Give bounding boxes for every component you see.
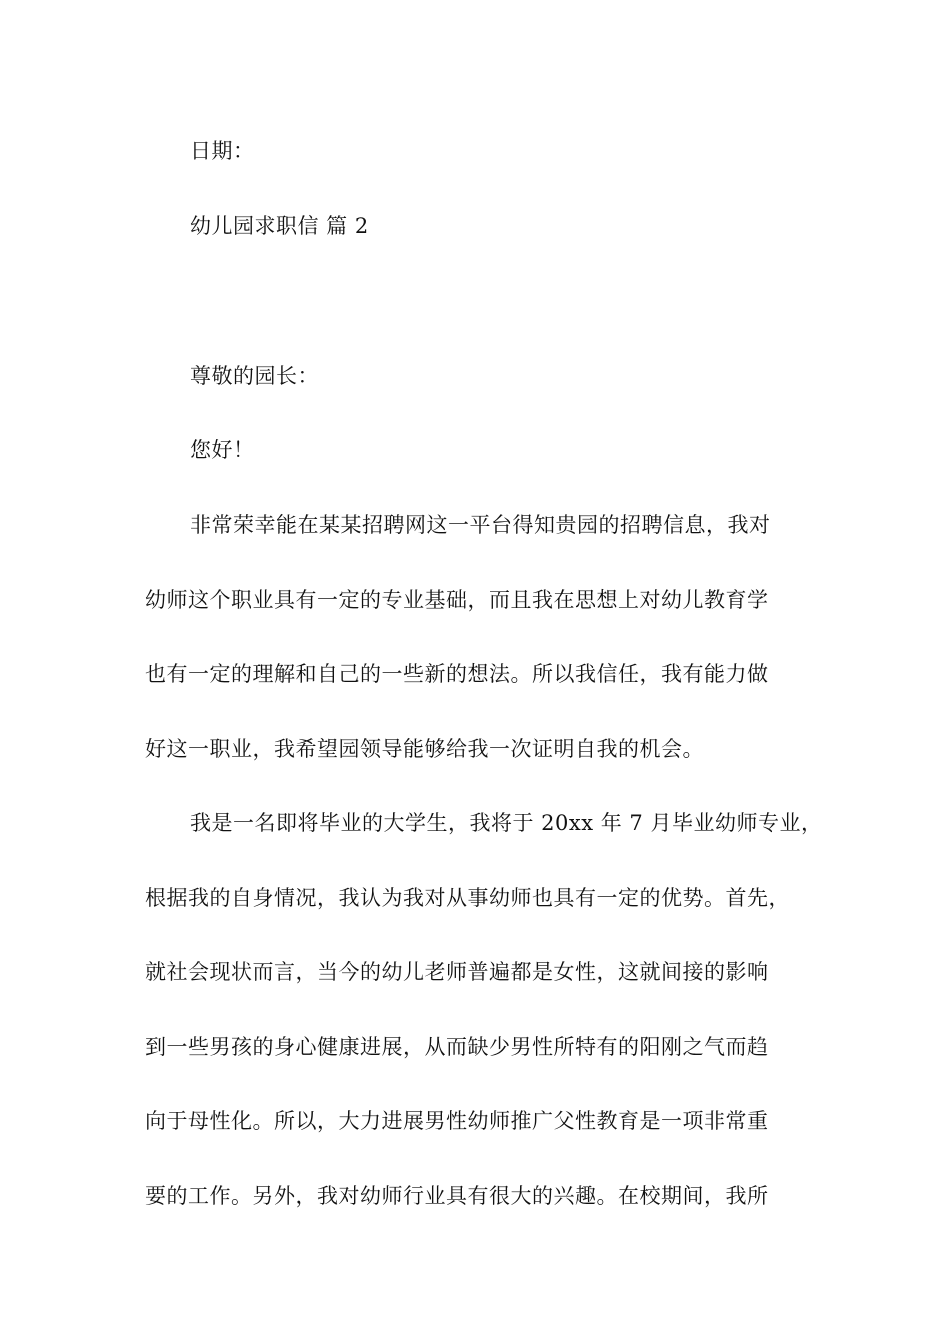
paragraph-2-line: 到一些男孩的身心健康进展，从而缺少男性所特有的阳刚之气而趋 xyxy=(145,1035,769,1059)
paragraph-2-line: 就社会现状而言，当今的幼儿老师普遍都是女性，这就间接的影响 xyxy=(145,960,769,984)
salutation: 尊敬的园长： xyxy=(190,364,319,388)
paragraph-2-line: 我是一名即将毕业的大学生，我将于 20xx 年 7 月毕业幼师专业， xyxy=(190,811,823,835)
date-label: 日期： xyxy=(190,139,255,163)
paragraph-1-line: 好这一职业，我希望园领导能够给我一次证明自我的机会。 xyxy=(145,737,704,761)
paragraph-1-line: 非常荣幸能在某某招聘网这一平台得知贵园的招聘信息，我对 xyxy=(190,513,771,537)
paragraph-1-line: 也有一定的理解和自己的一些新的想法。所以我信任，我有能力做 xyxy=(145,662,769,686)
paragraph-2-line: 根据我的自身情况，我认为我对从事幼师也具有一定的优势。首先， xyxy=(145,886,790,910)
paragraph-2-line: 向于母性化。所以，大力进展男性幼师推广父性教育是一项非常重 xyxy=(145,1109,769,1133)
paragraph-1-line: 幼师这个职业具有一定的专业基础，而且我在思想上对幼儿教育学 xyxy=(145,588,769,612)
paragraph-2-line: 要的工作。另外，我对幼师行业具有很大的兴趣。在校期间，我所 xyxy=(145,1184,769,1208)
greeting: 您好！ xyxy=(190,438,255,462)
section-title: 幼儿园求职信 篇 2 xyxy=(190,214,369,238)
